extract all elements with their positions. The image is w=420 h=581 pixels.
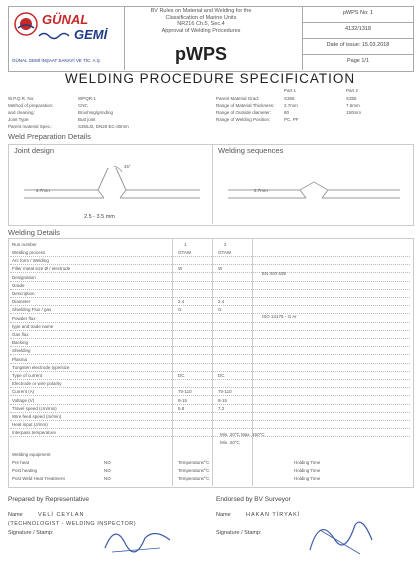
rules-line: Approval of Welding Procedures bbox=[161, 27, 241, 34]
detail-label: Travel speed (cm/min) bbox=[12, 405, 57, 411]
info-value: WPQR-1 bbox=[78, 96, 96, 101]
divider bbox=[303, 54, 413, 55]
preparer-signature-icon bbox=[100, 518, 180, 558]
weld-sequence-drawing bbox=[218, 160, 408, 220]
detail-label: Designation bbox=[12, 274, 36, 280]
detail-label: Filler metal size Ø / electrode bbox=[12, 266, 71, 272]
info-label: and cleaning: bbox=[8, 110, 35, 115]
holding-time-label: Holding Time bbox=[294, 476, 321, 481]
rules-reference bbox=[126, 8, 276, 34]
detail-label: Interpass temperature bbox=[12, 430, 57, 436]
row-divider bbox=[10, 281, 410, 282]
detail-value: W bbox=[178, 266, 183, 272]
heat-note: Min. 20°C bbox=[220, 440, 240, 445]
detail-value: 7.2 bbox=[218, 405, 225, 411]
row-divider bbox=[10, 338, 410, 339]
detail-value: DC bbox=[178, 373, 185, 378]
row-divider bbox=[10, 322, 410, 323]
heat-value: NO bbox=[104, 476, 111, 481]
detail-label: Description bbox=[12, 291, 35, 296]
info-value: 80 bbox=[284, 110, 290, 115]
part-header: Part 1 bbox=[284, 88, 297, 93]
row-divider bbox=[10, 313, 410, 314]
info-label: Method of preparation: bbox=[8, 103, 54, 108]
divider bbox=[212, 144, 213, 224]
row-divider bbox=[10, 305, 410, 306]
info-value: 2.7mm bbox=[284, 103, 298, 108]
row-divider bbox=[10, 420, 410, 421]
row-divider bbox=[10, 256, 410, 257]
detail-value: 9-15 bbox=[178, 397, 188, 403]
page-number: Page 1/1 bbox=[346, 58, 370, 64]
run-number: 1 bbox=[184, 242, 187, 247]
detail-label: Backing bbox=[12, 340, 29, 346]
detail-label: Current (A) bbox=[12, 389, 35, 395]
heat-label: Pre heat bbox=[12, 460, 30, 465]
info-label: Parent material Spec.: bbox=[8, 124, 53, 129]
heat-temp-label: Temperature/°C bbox=[178, 460, 210, 465]
shielding-gas-standard: ISO 14175 - I1 Ar bbox=[262, 314, 297, 319]
row-divider bbox=[10, 330, 410, 331]
row-divider bbox=[10, 354, 410, 355]
row-divider bbox=[10, 428, 410, 429]
rules-line: BV Rules on Material and Welding for the bbox=[150, 8, 252, 14]
logo-area bbox=[8, 6, 125, 70]
detail-value: 70-110 bbox=[218, 389, 232, 395]
details-section-title: Welding Details bbox=[8, 228, 60, 237]
detail-value: 5.8 bbox=[178, 405, 185, 411]
detail-label: type and trade name bbox=[12, 323, 54, 329]
info-value: S355J2, DN20 EC-30mm bbox=[78, 124, 129, 129]
holding-time-label: Holding Time bbox=[294, 468, 321, 473]
detail-label: Arc form / Welding bbox=[12, 258, 49, 264]
detail-label: Plasma bbox=[12, 356, 28, 362]
row-divider bbox=[10, 395, 410, 396]
run-number-header: Run number bbox=[12, 242, 37, 247]
detail-value: G bbox=[178, 307, 182, 313]
root-gap: 2.5 - 3.5 mm bbox=[84, 214, 115, 220]
row-divider bbox=[10, 272, 410, 273]
welding-equipment-label: Welding equipment bbox=[12, 452, 51, 457]
info-value: PC, PF bbox=[284, 117, 299, 122]
info-label: Range of Outside diameter: bbox=[216, 110, 272, 115]
detail-value: 2.4 bbox=[178, 299, 185, 305]
detail-value: G bbox=[218, 307, 222, 313]
wave-icon bbox=[38, 30, 74, 40]
row-divider bbox=[10, 363, 410, 364]
info-label: Range of Welding Position: bbox=[216, 117, 271, 122]
heat-label: Post Weld Heat Treatment bbox=[12, 476, 65, 481]
row-divider bbox=[10, 297, 410, 298]
heat-value: NO bbox=[104, 460, 111, 465]
detail-label: Gas flux bbox=[12, 332, 29, 337]
detail-value: W bbox=[218, 266, 223, 272]
divider bbox=[303, 38, 413, 39]
detail-value: DC bbox=[218, 373, 225, 378]
company-name-line2: GEMİ bbox=[74, 27, 108, 42]
detail-label: Type of current bbox=[12, 373, 43, 378]
row-divider bbox=[10, 346, 410, 347]
detail-label: Grade bbox=[12, 282, 25, 288]
detail-label: Welding process bbox=[12, 250, 46, 255]
detail-label: Shielding Flux / gas bbox=[12, 307, 52, 313]
detail-label: Powder flux bbox=[12, 315, 36, 321]
detail-value: GTAW bbox=[218, 250, 231, 255]
heat-temp-label: Temperature/°C bbox=[178, 476, 210, 481]
thickness-dimension: 2.7mm bbox=[36, 188, 50, 193]
preparer-name: VELİ CEYLAN bbox=[38, 512, 85, 518]
detail-value: 70-110 bbox=[178, 389, 192, 395]
row-divider bbox=[10, 404, 410, 405]
row-divider bbox=[10, 412, 410, 413]
detail-value: GTAW bbox=[178, 250, 191, 255]
info-label: Range of Material Thickness: bbox=[216, 103, 275, 108]
detail-label: Voltage (V) bbox=[12, 397, 35, 403]
detail-label: Tungsten electrode type/size bbox=[12, 364, 70, 370]
issue-date: Date of issue: 15.03.2018 bbox=[326, 42, 390, 48]
signature-label: Signature / Stamp: bbox=[216, 530, 262, 536]
detail-label: Diameter bbox=[12, 299, 31, 305]
company-emblem-icon bbox=[14, 12, 38, 36]
name-label: Name bbox=[216, 512, 231, 518]
company-subtitle: GÜNAL GEMİ İNŞAAT SANAYİ VE TİC. A.Ş. bbox=[12, 58, 102, 63]
detail-label: Wire feed speed (m/min) bbox=[12, 414, 62, 419]
company-name-line1: GÜNAL bbox=[42, 12, 89, 27]
heat-label: Post heating bbox=[12, 468, 38, 473]
info-value: Brushing/grinding bbox=[78, 110, 114, 115]
prepared-by-title: Prepared by Representative bbox=[8, 496, 89, 503]
prep-section-title: Weld Preparation Details bbox=[8, 132, 91, 141]
rules-line: NR216 Ch.5, Sec.4 bbox=[177, 21, 225, 27]
detail-label: Shielding bbox=[12, 348, 31, 354]
name-label: Name bbox=[8, 512, 23, 518]
info-value: S355 bbox=[346, 96, 357, 101]
filler-standard: EN ISO 636 bbox=[262, 271, 287, 276]
groove-angle: 45° bbox=[124, 164, 131, 169]
surveyor-name: HAKAN TİRYAKİ bbox=[246, 512, 301, 518]
pwps-number: pWPS No: 1 bbox=[342, 10, 374, 16]
info-value: 150mm bbox=[346, 110, 362, 115]
detail-value: 2.4 bbox=[218, 299, 225, 305]
row-divider bbox=[10, 289, 410, 290]
info-value: CNC bbox=[78, 103, 88, 108]
info-label: Joint Type: bbox=[8, 117, 30, 122]
row-divider bbox=[10, 264, 410, 265]
endorsed-by-title: Endorsed by BV Surveyor bbox=[216, 496, 291, 503]
info-label: W.P.Q.R. No: bbox=[8, 96, 35, 101]
row-divider bbox=[10, 436, 410, 437]
interpass-note: Min. 20°C Max. 150°C bbox=[220, 432, 265, 437]
signature-label: Signature / Stamp: bbox=[8, 530, 54, 536]
info-value: Butt joint bbox=[78, 117, 96, 122]
detail-label: Heat input (J/mm) bbox=[12, 422, 48, 428]
rules-line: Classification of Marine Units bbox=[165, 14, 237, 21]
heat-value: NO bbox=[104, 468, 111, 473]
info-value: 7.5mm bbox=[346, 103, 360, 108]
divider bbox=[303, 22, 413, 23]
info-label: Parent Material Grad: bbox=[216, 96, 260, 101]
surveyor-signature-icon bbox=[300, 510, 380, 560]
weld-sequence-label: Welding sequences bbox=[218, 146, 284, 155]
preparer-role: (TECHNOLOGIST - WELDING INSPECTOR) bbox=[8, 521, 137, 527]
detail-label: Electrode or wire polarity bbox=[12, 381, 62, 387]
run-number: 2 bbox=[224, 242, 227, 247]
heat-temp-label: Temperature/°C bbox=[178, 468, 210, 473]
joint-design-label: Joint design bbox=[14, 146, 55, 155]
info-value: S355 bbox=[284, 96, 295, 101]
thickness-dimension: 2.7mm bbox=[254, 188, 268, 193]
page-title: WELDING PROCEDURE SPECIFICATION bbox=[64, 71, 356, 86]
part-header: Part 2 bbox=[346, 88, 359, 93]
doc-type-label: pWPS bbox=[175, 44, 227, 64]
doc-number: 4132/1318 bbox=[345, 26, 371, 32]
row-divider bbox=[10, 371, 410, 372]
detail-value: 9-15 bbox=[218, 397, 228, 403]
row-divider bbox=[10, 387, 410, 388]
doc-info-column bbox=[302, 6, 413, 70]
row-divider bbox=[10, 379, 410, 380]
holding-time-label: Holding Time bbox=[294, 460, 321, 465]
